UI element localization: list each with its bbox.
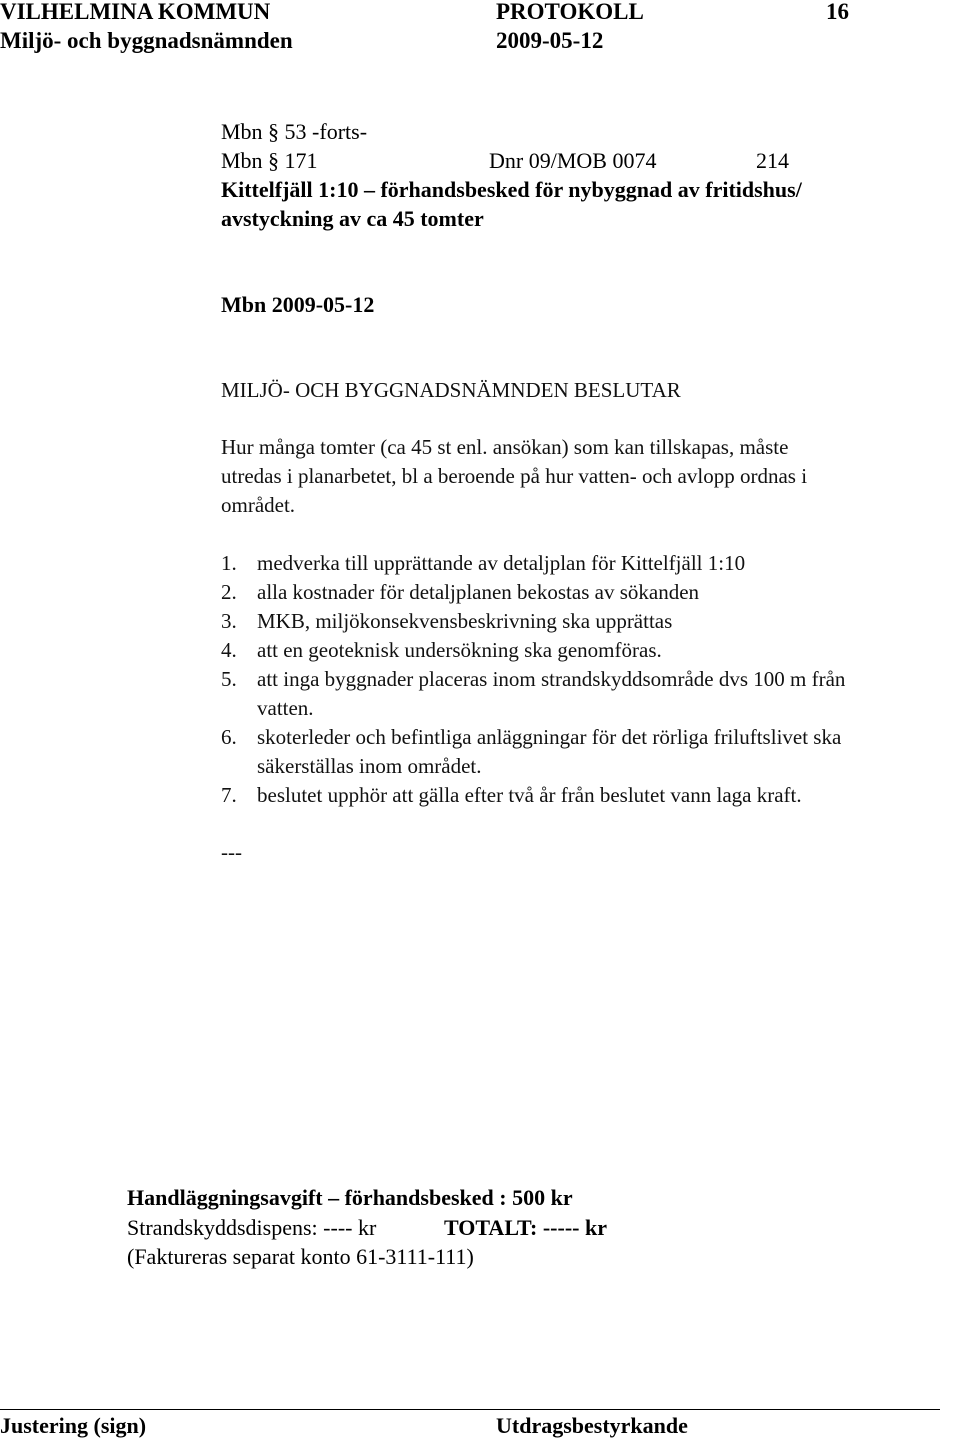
list-item-number: 4. (221, 638, 237, 662)
list-item-text: att en geoteknisk undersökning ska genomföras. (257, 638, 662, 662)
handling-fee: Handläggningsavgift – förhandsbesked : 500 kr (127, 1185, 573, 1210)
list-item-number: 2. (221, 580, 237, 604)
list-item-text: alla kostnader för detaljplanen bekostas av sökanden (257, 580, 700, 604)
list-item-text-continued: säkerställas inom området. (257, 754, 482, 778)
decision-intro-line-2: utredas i planarbetet, bl a beroende på hur vatten- och avlopp ordnas i (221, 464, 808, 488)
header-date: 2009-05-12 (496, 28, 604, 53)
document-type: PROTOKOLL (496, 0, 644, 24)
case-dnr: Dnr 09/MOB 0074 (489, 148, 657, 173)
section-separator: --- (221, 840, 242, 864)
meeting-label: Mbn 2009-05-12 (221, 292, 375, 317)
invoice-note: (Faktureras separat konto 61-3111-111) (127, 1244, 474, 1269)
committee-name: Miljö- och byggnadsnämnden (0, 28, 293, 53)
list-item-text: MKB, miljökonsekvensbeskrivning ska upprättas (257, 609, 673, 633)
case-ref-number: Mbn § 171 (221, 148, 318, 173)
list-item-number: 1. (221, 551, 237, 575)
case-title-line-2: avstyckning av ca 45 tomter (221, 206, 484, 231)
list-item-number: 6. (221, 725, 237, 749)
case-ref-continued: Mbn § 53 -forts- (221, 119, 368, 144)
list-item-text: att inga byggnader placeras inom strandskyddsområde dvs 100 m från (257, 667, 846, 691)
decision-heading: MILJÖ- OCH BYGGNADSNÄMNDEN BESLUTAR (221, 378, 681, 402)
signature-rule (0, 1409, 940, 1410)
shore-dispensation-fee: Strandskyddsdispens: ---- kr (127, 1215, 377, 1240)
decision-intro-line-1: Hur många tomter (ca 45 st enl. ansökan) som kan tillskapas, måste (221, 435, 789, 459)
page-number: 16 (826, 0, 849, 24)
list-item-number: 7. (221, 783, 237, 807)
case-code: 214 (756, 148, 789, 173)
list-item-text-continued: vatten. (257, 696, 314, 720)
list-item-text: medverka till upprättande av detaljplan för Kittelfjäll 1:10 (257, 551, 746, 575)
signature-label: Justering (sign) (0, 1413, 147, 1438)
case-title-line-1: Kittelfjäll 1:10 – förhandsbesked för nybyggnad av fritidshus/ (221, 177, 802, 202)
list-item-number: 3. (221, 609, 237, 633)
total-fee: TOTALT: ----- kr (444, 1215, 607, 1240)
list-item-number: 5. (221, 667, 237, 691)
list-item-text: skoterleder och befintliga anläggningar för det rörliga friluftslivet ska (257, 725, 842, 749)
municipality-name: VILHELMINA KOMMUN (0, 0, 271, 24)
extract-verification-label: Utdragsbestyrkande (496, 1413, 688, 1438)
list-item-text: beslutet upphör att gälla efter två år från beslutet vann laga kraft. (257, 783, 802, 807)
decision-intro-line-3: området. (221, 493, 296, 517)
